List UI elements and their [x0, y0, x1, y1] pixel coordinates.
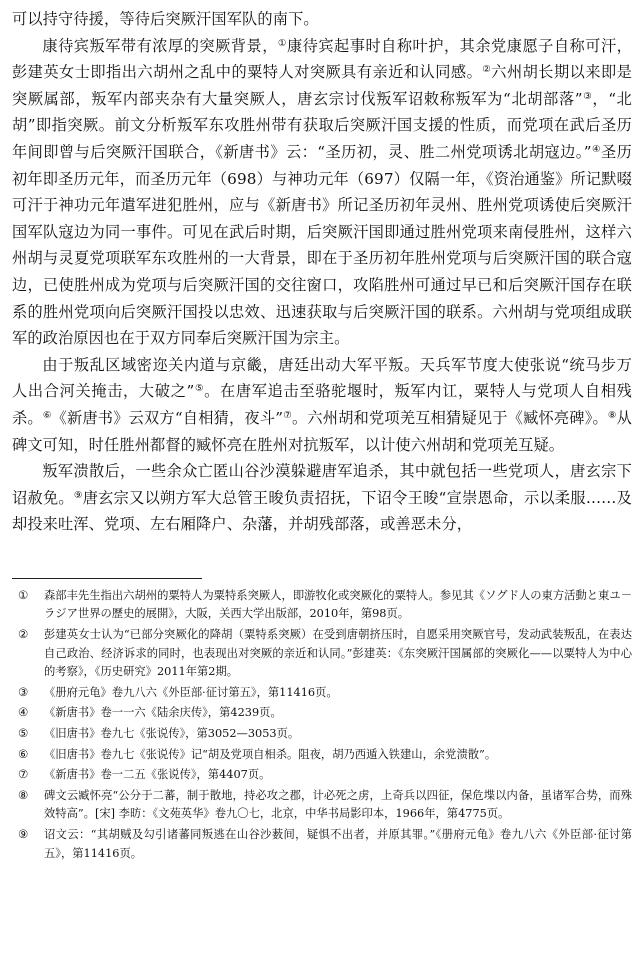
footnote-text: 碑文云臧怀亮“公分于二蕃，制于散地，持必攻之郡，计必死之虏，上奇兵以四征，保危堞以内备，虽诸军合势，而殊效特高”。[宋] 李昉：《文苑英华》卷九〇七，北京，中华书局影印本，1966年，第4775页。 — [44, 788, 632, 821]
footnote-reference[interactable]: ② — [482, 64, 492, 76]
footnote-text: 《新唐书》卷一一六《陆余庆传》，第4239页。 — [44, 706, 282, 720]
text-run: 《新唐书》云双方“自相猜，夜斗” — [51, 408, 284, 427]
footnote-reference[interactable]: ④ — [591, 143, 601, 155]
text-run: 康待宾起事时自称叶护，其余党康愿子自称可汗，彭建英女士即指出六胡州之乱中的粟特人对突厥具有亲近和认同感。 — [12, 36, 632, 82]
footnote-text: 《旧唐书》卷九七《张说传》记“胡及党项自相杀。阻夜，胡乃西遁入铁建山，余党溃散”。 — [44, 747, 497, 761]
footnote-item — [12, 704, 632, 723]
footnote-text: 《新唐书》卷一二五《张说传》，第4407页。 — [44, 768, 271, 782]
text-run: ，“北胡”即指突厥。前文分析叛军东攻胜州带有获取后突厥汗国支援的性质，而党项在武后圣历年间即曾与后突厥汗国联合，《新唐书》云：“圣历初，灵、胜二州党项诱北胡寇边。” — [12, 89, 632, 161]
body-text — [12, 6, 632, 538]
body-paragraph — [12, 352, 632, 458]
footnote-separator — [12, 578, 202, 579]
footnote-item — [12, 746, 632, 765]
footnote-reference[interactable]: ⑤ — [194, 383, 205, 395]
footnote-reference[interactable]: ① — [277, 37, 287, 49]
footnote-reference[interactable]: ⑧ — [607, 409, 617, 421]
text-run: 叛军溃散后，一些余众亡匿山谷沙漠躲避唐军追杀，其中就包括一些党项人，唐玄宗下诏赦免。 — [12, 462, 632, 507]
footnote-item — [12, 725, 632, 744]
footnote-item — [12, 766, 632, 785]
text-run: 可以持守待援，等待后突厥汗国军队的南下。 — [12, 10, 319, 28]
footnote-reference[interactable]: ⑨ — [73, 489, 83, 501]
footnote-marker: ⑥ — [18, 747, 29, 761]
text-run: 。六州胡和党项羌互相猜疑见于《臧怀亮碑》。 — [291, 408, 608, 427]
text-run: 从碑文可知，时任胜州都督的臧怀亮在胜州对抗叛军，以计使六州胡和党项羌互疑。 — [12, 408, 633, 454]
footnote-marker: ⑤ — [18, 727, 29, 741]
footnote-marker: ② — [18, 628, 29, 642]
body-paragraph — [12, 6, 632, 33]
text-run: 六州胡长期以来即是突厥属部，叛军内部夹杂有大量突厥人，唐玄宗讨伐叛军诏敕称叛军为“北胡部落” — [12, 63, 633, 108]
footnote-marker: ③ — [18, 685, 29, 699]
footnote-item — [12, 587, 632, 624]
footnote-text: 《旧唐书》卷九七《张说传》，第3052—3053页。 — [44, 727, 300, 741]
body-paragraph — [12, 458, 632, 538]
body-paragraph — [12, 33, 632, 352]
footnote-marker: ⑨ — [18, 828, 29, 841]
footnotes — [12, 587, 632, 863]
footnote-reference[interactable]: ⑦ — [283, 409, 292, 421]
footnote-marker: ⑧ — [18, 788, 29, 802]
footnote-item — [12, 684, 632, 703]
footnote-marker: ① — [18, 588, 29, 602]
text-run: 唐玄宗又以朔方军大总管王晙负责招抚，下诏令王晙“宣崇恩命，示以柔服……及却投来吐浑、党项、左右厢降户、杂藩，并胡残部落，或善恶未分， — [12, 488, 632, 534]
footnote-item — [12, 787, 632, 824]
footnote-text: 彭建英女士认为“已部分突厥化的降胡（粟特系突厥）在受到唐朝挤压时，自愿采用突厥官号，发动武装叛乱，在表达自己政治、经济诉求的同时，也表现出对突厥的亲近和认同。”彭建英：《东突厥汗国属部的突厥化——以粟特人为中心的考察》，《历史研究》2011年第2期。 — [44, 628, 632, 679]
text-run: 康待宾叛军带有浓厚的突厥背景， — [42, 36, 278, 55]
footnote-item — [12, 626, 632, 682]
footnote-reference[interactable]: ⑥ — [42, 409, 52, 421]
footnote-text: 《册府元龟》卷九八六《外臣部·征讨第五》，第11416页。 — [44, 685, 338, 699]
footnote-text: 诏文云：“其胡贼及勾引诸蕃同叛逃在山谷沙薮间，疑惧不出者，并原其罪。”《册府元龟》卷九八六《外臣部·征讨第五》，第11416页。 — [44, 828, 632, 860]
footnote-marker: ④ — [18, 706, 29, 720]
footnote-item — [12, 826, 632, 863]
text-run: 由于叛乱区域密迩关内道与京畿，唐廷出动大军平叛。天兵军节度大使张说“统马步万人出合河关掩击，大破之” — [12, 355, 632, 401]
footnote-marker: ⑦ — [18, 768, 29, 782]
footnote-reference[interactable]: ③ — [582, 90, 593, 102]
text-run: 圣历初年即圣历元年，而圣历元年（698）与神功元年（697）仅隔一年，《资治通鉴》所记默啜可汗于神功元年遣军进犯胜州，应与《新唐书》所记圣历初年灵州、胜州党项诱使后突厥汗国军队寇边为同一事件。可见在武后时期，后突厥汗国即通过胜州党项来南侵胜州，这样六州胡与灵夏党项联军东攻胜州的一大背景，即在于圣历初年胜州党项与后突厥汗国的联合寇边，已使胜州成为党项与后突厥汗国的交往窗口，攻陷胜州可通过早已和后突厥汗国存在联系的胜州党项向后突厥汗国投以忠效、迅速获取与后突厥汗国的联系。六州胡与党项组成联军的政治原因也在于双方同奉后突厥汗国为宗主。 — [12, 142, 632, 348]
footnote-text: 森部丰先生指出六胡州的粟特人为粟特系突厥人，即游牧化或突厥化的粟特人。参见其《ソグド人の東方活動と東ユ－ラジア世界の歷史的展開》，大阪，关西大学出版部，2010年，第98页。 — [44, 588, 632, 621]
text-run: 。在唐军追击至骆驼堰时，叛军内讧，粟特人与党项人自相残杀。 — [12, 382, 632, 427]
